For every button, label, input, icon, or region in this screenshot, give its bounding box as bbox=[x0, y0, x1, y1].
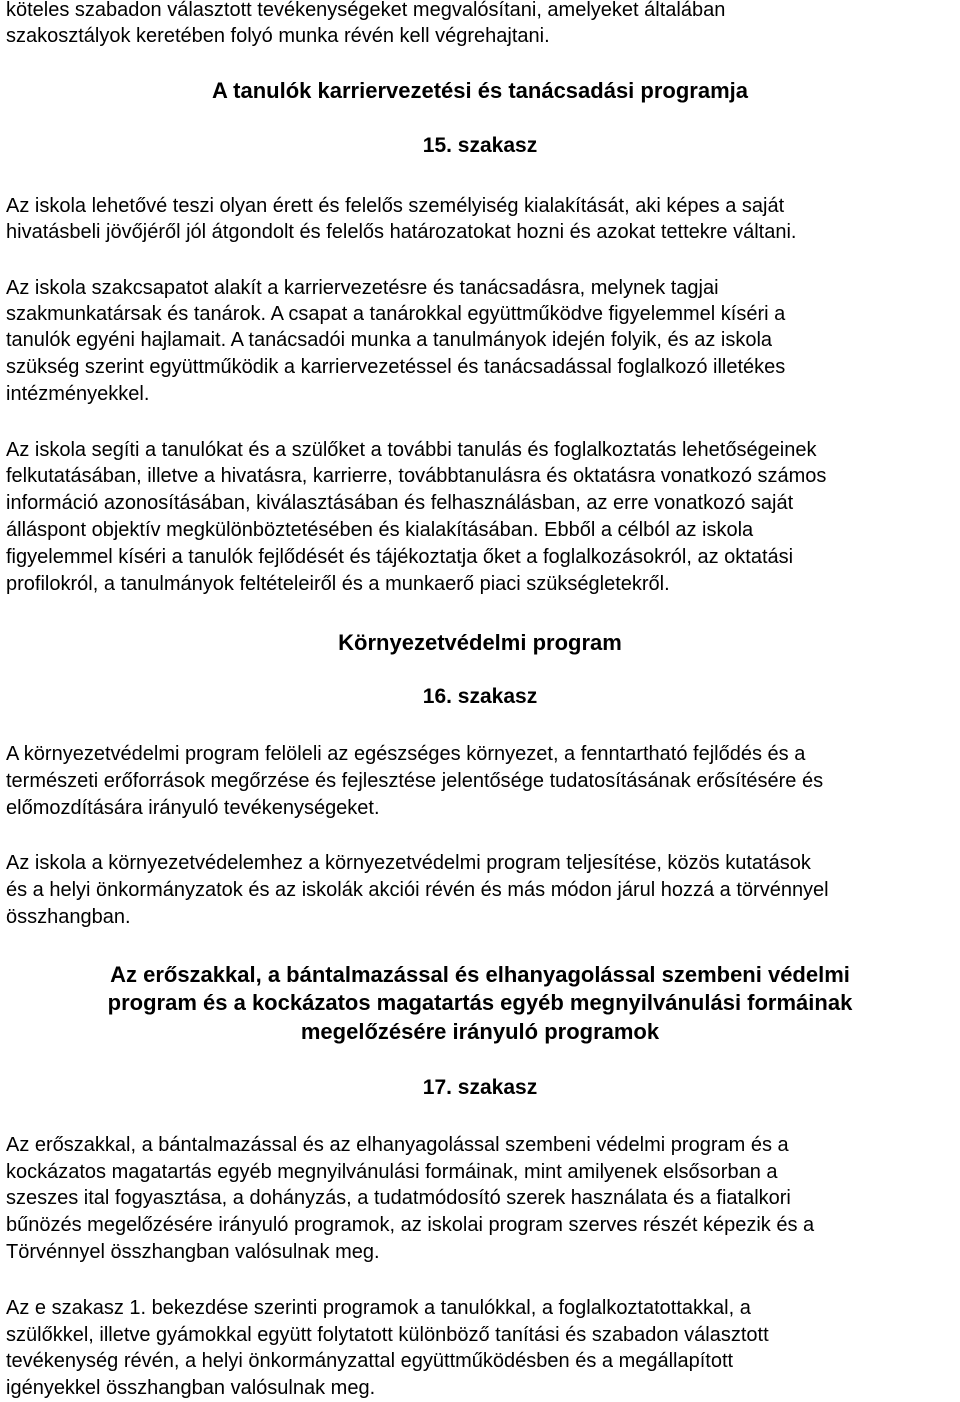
paragraph-line: információ azonosításában, kiválasztásában és felhasználásban, az erre vonatkozó saját bbox=[6, 492, 794, 514]
paragraph-line: szülőkkel, illetve gyámokkal együtt folytatott különböző tanítási és szabadon választott bbox=[6, 1324, 769, 1346]
paragraph-line: álláspont objektív megkülönböztetésében és kialakításában. Ebből a célból az iskola bbox=[6, 519, 754, 541]
paragraph-line: felkutatásában, illetve a hivatásra, karrierre, továbbtanulásra és oktatásra vonatkozó számos bbox=[6, 465, 827, 487]
section-number: 17. szakasz bbox=[422, 1076, 538, 1099]
paragraph-line: intézményekkel. bbox=[6, 383, 150, 405]
section-heading-line: program és a kockázatos magatartás egyéb megnyilvánulási formáinak bbox=[107, 990, 853, 1015]
paragraph-line: Az iskola segíti a tanulókat és a szülőket a további tanulás és foglalkoztatás lehetőségeinek bbox=[6, 439, 817, 461]
paragraph-line: hivatásbeli jövőjéről jól átgondolt és felelős határozatokat hozni és azokat tettekre váltani. bbox=[6, 221, 797, 243]
paragraph-line: tanulók egyéni hajlamait. A tanácsadói munka a tanulmányok idején folyik, és az iskola bbox=[6, 329, 773, 351]
paragraph-line: Törvénnyel összhangban valósulnak meg. bbox=[6, 1241, 380, 1263]
paragraph-line: szakosztályok keretében folyó munka révén kell végrehajtani. bbox=[6, 25, 550, 47]
section-heading-line: megelőzésére irányuló programok bbox=[300, 1019, 660, 1044]
paragraph-line: Az erőszakkal, a bántalmazással és az elhanyagolással szembeni védelmi program és a bbox=[6, 1134, 789, 1156]
section-heading: Környezetvédelmi program bbox=[338, 630, 622, 655]
paragraph-line: profilokról, a tanulmányok feltételeiről és a munkaerő piaci szükségletekről. bbox=[6, 573, 670, 595]
paragraph-line: szükség szerint együttműködik a karriervezetéssel és tanácsadással foglalkozó illetékes bbox=[6, 356, 786, 378]
paragraph-line: előmozdítására irányuló tevékenységeket. bbox=[6, 797, 380, 819]
paragraph-line: A környezetvédelmi program felöleli az egészséges környezet, a fenntartható fejlődés és a bbox=[6, 743, 806, 765]
paragraph-line: tevékenység révén, a helyi önkormányzattal együttműködésben és a megállapított bbox=[6, 1350, 734, 1372]
paragraph-line: szeszes ital fogyasztása, a dohányzás, a tudatmódosító szerek használata és a fiatalkori bbox=[6, 1187, 791, 1209]
paragraph-line: szakmunkatársak és tanárok. A csapat a tanárokkal együttműködve figyelemmel kíséri a bbox=[6, 303, 786, 325]
paragraph-line: igényekkel összhangban valósulnak meg. bbox=[6, 1377, 376, 1399]
paragraph-line: Az iskola szakcsapatot alakít a karriervezetésre és tanácsadásra, melynek tagjai bbox=[6, 277, 719, 299]
paragraph-line: Az iskola a környezetvédelemhez a környezetvédelmi program teljesítése, közös kutatások bbox=[6, 852, 811, 874]
paragraph-line: és a helyi önkormányzatok és az iskolák akciói révén és más módon járul hozzá a törvénnyel bbox=[6, 879, 829, 901]
section-number: 16. szakasz bbox=[422, 685, 538, 708]
paragraph-line: köteles szabadon választott tevékenységeket megvalósítani, amelyeket általában bbox=[6, 0, 726, 21]
paragraph-line: kockázatos magatartás egyéb megnyilvánulási formáinak, mint amilyenek elsősorban a bbox=[6, 1161, 778, 1183]
paragraph-line: természeti erőforrások megőrzése és fejlesztése jelentősége tudatosításának erősítésére és bbox=[6, 770, 824, 792]
section-heading-line: Az erőszakkal, a bántalmazással és elhanyagolással szembeni védelmi bbox=[110, 962, 850, 987]
section-number: 15. szakasz bbox=[422, 134, 538, 157]
paragraph-line: Az iskola lehetővé teszi olyan érett és felelős személyiség kialakítását, aki képes a saját bbox=[6, 195, 785, 217]
paragraph-line: figyelemmel kíséri a tanulók fejlődését és tájékoztatja őket a foglalkozásokról, az oktatási bbox=[6, 546, 794, 568]
paragraph-line: bűnözés megelőzésére irányuló programok, az iskolai program szerves részét képezik és a bbox=[6, 1214, 815, 1236]
paragraph-line: összhangban. bbox=[6, 906, 131, 928]
paragraph-line: Az e szakasz 1. bekezdése szerinti programok a tanulókkal, a foglalkoztatottakkal, a bbox=[6, 1297, 751, 1319]
section-heading: A tanulók karriervezetési és tanácsadási programja bbox=[212, 78, 748, 103]
